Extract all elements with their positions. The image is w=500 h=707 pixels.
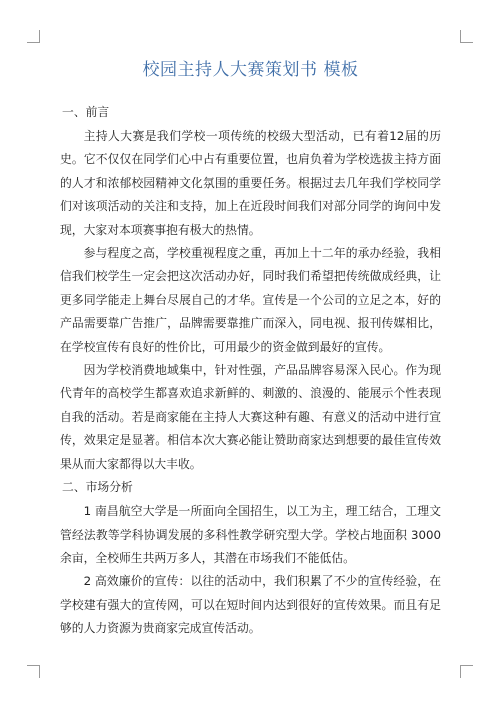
section-heading-preface: 一、前言 bbox=[62, 105, 110, 119]
paragraph: 1 南昌航空大学是一所面向全国招生，以工为主，理工结合，工理文管经法教等学科协调发展的多科性教学研究型大学。学校占地面积 3000 余亩，全校师生共两万多人，其潜在市场我们不能低估。 bbox=[60, 504, 441, 565]
paragraph: 主持人大赛是我们学校一项传统的校级大型活动，已有着12届的历史。它不仅仅在同学们心中占有重要位置，也肩负着为学校选拔主持方面的人才和浓郁校园精神文化氛围的重要任务。根据过去几年我们学校同学们对该项活动的关注和支持，加上在近段时间我们对部分同学的询问中发现，大家对本项赛事抱有极大的热情。 bbox=[60, 129, 441, 237]
paragraph: 参与程度之高，学校重视程度之重，再加上十二年的承办经验，我相信我们校学生一定会把这次活动办好，同时我们希望把传统做成经典，让更多同学能走上舞台尽展自己的才华。宣传是一个公司的立足之本，好的产品需要靠广告推广，品牌需要靠推广而深入，同电视、报刊传媒相比，在学校宣传有良好的性价比，可用最少的资金做到最好的宣传。 bbox=[60, 246, 441, 354]
crop-mark-top-right bbox=[460, 30, 473, 43]
crop-mark-bottom-left bbox=[27, 665, 40, 678]
document-title: 校园主持人大赛策划书 模板 bbox=[142, 60, 359, 80]
crop-mark-bottom-right bbox=[460, 665, 473, 678]
paragraph: 因为学校消费地域集中，针对性强，产品品牌容易深入民心。作为现代青年的高校学生都喜欢追求新鲜的、刺激的、浪漫的、能展示个性表现自我的活动。若是商家能在主持人大赛这种有趣、有意义的活动中进行宣传，效果定是显著。相信本次大赛必能让赞助商家达到想要的最佳宣传效果从而大家都得以大丰收。 bbox=[60, 363, 441, 471]
crop-mark-top-left bbox=[27, 30, 40, 43]
section-heading-market-analysis: 二、市场分析 bbox=[62, 480, 133, 495]
paragraph: 2 高效廉价的宣传：以往的活动中，我们积累了不少的宣传经验，在学校建有强大的宣传网，可以在短时间内达到很好的宣传效果。而且有足够的人力资源为贵商家完成宣传活动。 bbox=[60, 574, 441, 636]
document-page bbox=[60, 58, 441, 641]
